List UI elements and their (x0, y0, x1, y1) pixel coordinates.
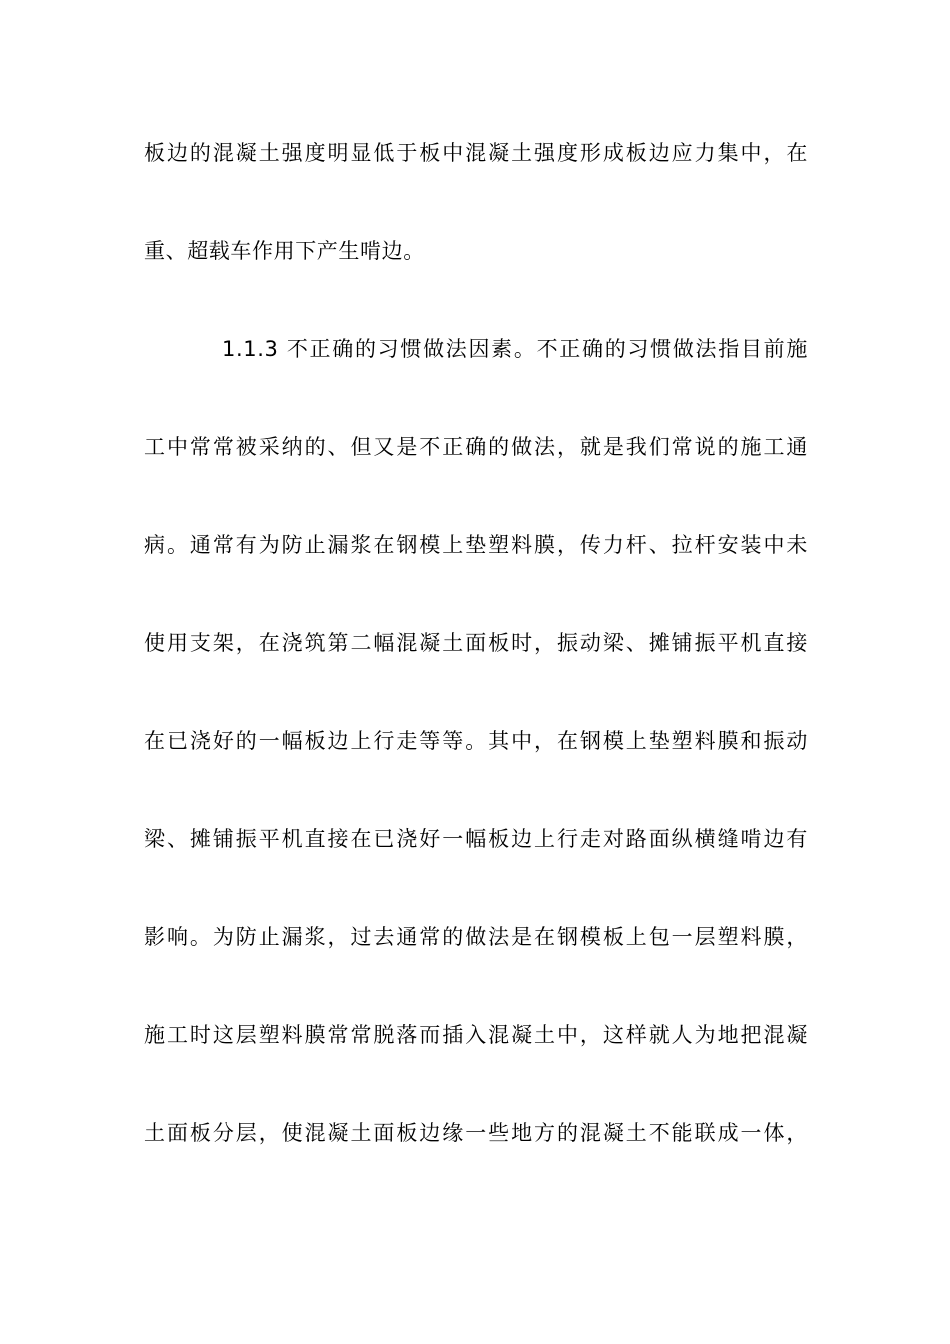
text-line-9: 影响。为防止漏浆，过去通常的做法是在钢模板上包一层塑料膜， (144, 925, 808, 949)
text-line-5: 病。通常有为防止漏浆在钢模上垫塑料膜，传力杆、拉杆安装中未 (144, 533, 808, 557)
text-line-4: 工中常常被采纳的、但又是不正确的做法，就是我们常说的施工通 (144, 435, 808, 459)
text-line-1: 板边的混凝土强度明显低于板中混凝土强度形成板边应力集中，在 (144, 141, 808, 165)
text-line-8: 梁、摊铺振平机直接在已浇好一幅板边上行走对路面纵横缝啃边有 (144, 827, 808, 851)
text-line-7: 在已浇好的一幅板边上行走等等。其中，在钢模上垫塑料膜和振动 (144, 729, 808, 753)
text-line-10: 施工时这层塑料膜常常脱落而插入混凝土中，这样就人为地把混凝 (144, 1023, 808, 1047)
text-line-3: 1.1.3 不正确的习惯做法因素。不正确的习惯做法指目前施 (222, 337, 808, 361)
text-line-2: 重、超载车作用下产生啃边。 (144, 239, 425, 263)
text-line-6: 使用支架，在浇筑第二幅混凝土面板时，振动梁、摊铺振平机直接 (144, 631, 808, 655)
text-line-11: 土面板分层，使混凝土面板边缘一些地方的混凝土不能联成一体， (144, 1121, 808, 1145)
